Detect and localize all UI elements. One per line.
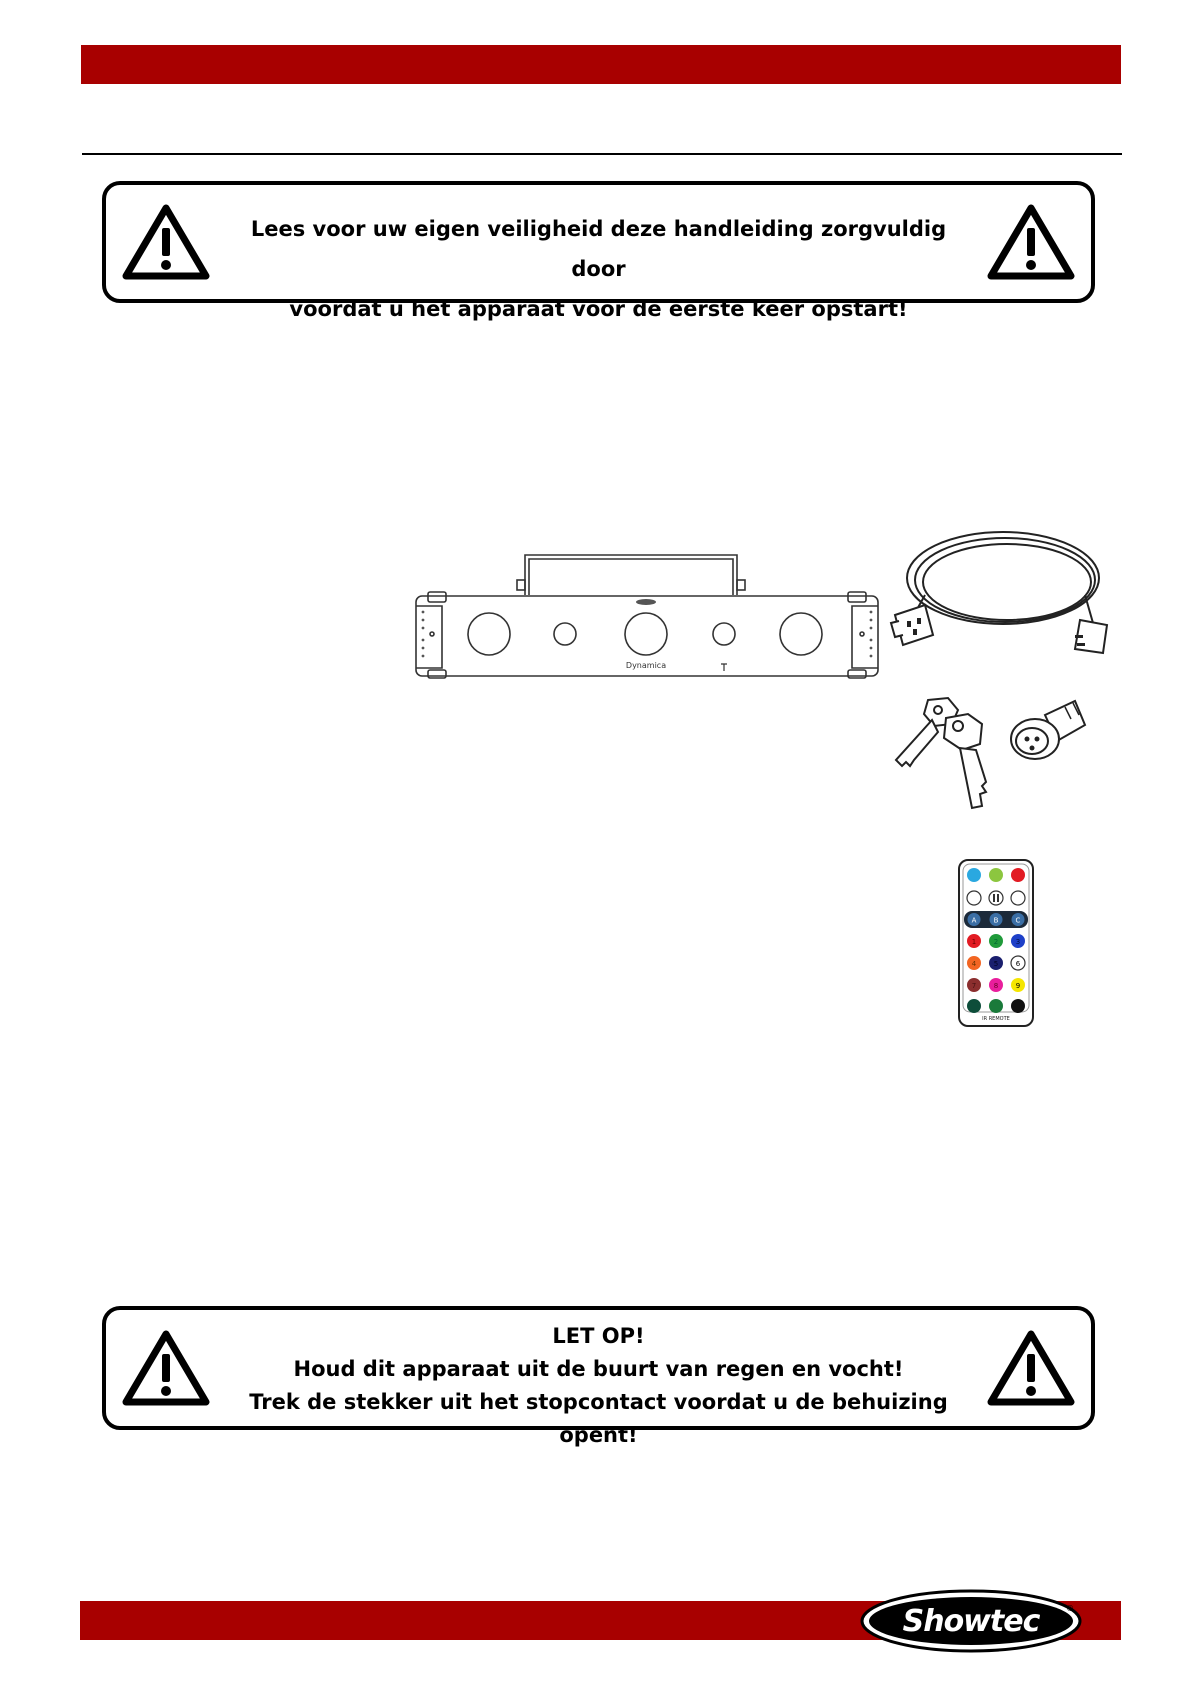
remote-button-1: 1 [971, 938, 977, 946]
remote-button-a: A [971, 916, 977, 925]
remote-button-4: 4 [971, 960, 977, 968]
warning-triangle-icon [985, 1328, 1077, 1408]
remote-button-b: B [993, 916, 999, 925]
warning-line: Trek de stekker uit het stopcontact voordat u de behuizing opent! [249, 1390, 948, 1447]
warning-triangle-icon [120, 202, 212, 282]
warning-triangle-icon [985, 202, 1077, 282]
remote-button-c: C [1015, 916, 1021, 925]
remote-button-5: 5 [993, 960, 999, 968]
remote-button-2: 2 [993, 938, 999, 946]
remote-button-8: 8 [993, 982, 999, 990]
header-bar [81, 45, 1121, 84]
connector-illustration [1005, 695, 1090, 770]
warning-line: Lees voor uw eigen veiligheid deze handleiding zorgvuldig door [250, 217, 947, 281]
remote-button-6: 6 [1015, 960, 1021, 968]
remote-label: IR REMOTE [982, 1016, 1010, 1022]
power-cable-illustration [885, 525, 1110, 665]
warning-line: Houd dit apparaat uit de buurt van regen en vocht! [293, 1357, 904, 1381]
header-rule [82, 153, 1122, 155]
safety-warning-box [102, 181, 1095, 321]
rain-warning-box [102, 1306, 1095, 1447]
warning-line: voordat u het apparaat voor de eerste keer opstart! [289, 297, 908, 321]
fixture-illustration [412, 550, 882, 680]
remote-button-3: 3 [1015, 938, 1021, 946]
showtec-logo [860, 1589, 1082, 1653]
safety-warning-text [226, 209, 971, 329]
keys-illustration [888, 690, 998, 815]
warning-heading: LET OP! [552, 1324, 645, 1348]
svg-text:®: ® [1066, 1604, 1074, 1613]
rain-warning-text [226, 1320, 971, 1452]
remote-button-7: 7 [971, 982, 977, 990]
fixture-label: Dynamica [625, 661, 667, 670]
ir-remote-illustration [957, 858, 1035, 1028]
remote-button-9: 9 [1015, 982, 1021, 990]
warning-triangle-icon [120, 1328, 212, 1408]
svg-text:Showtec: Showtec [902, 1604, 1040, 1639]
